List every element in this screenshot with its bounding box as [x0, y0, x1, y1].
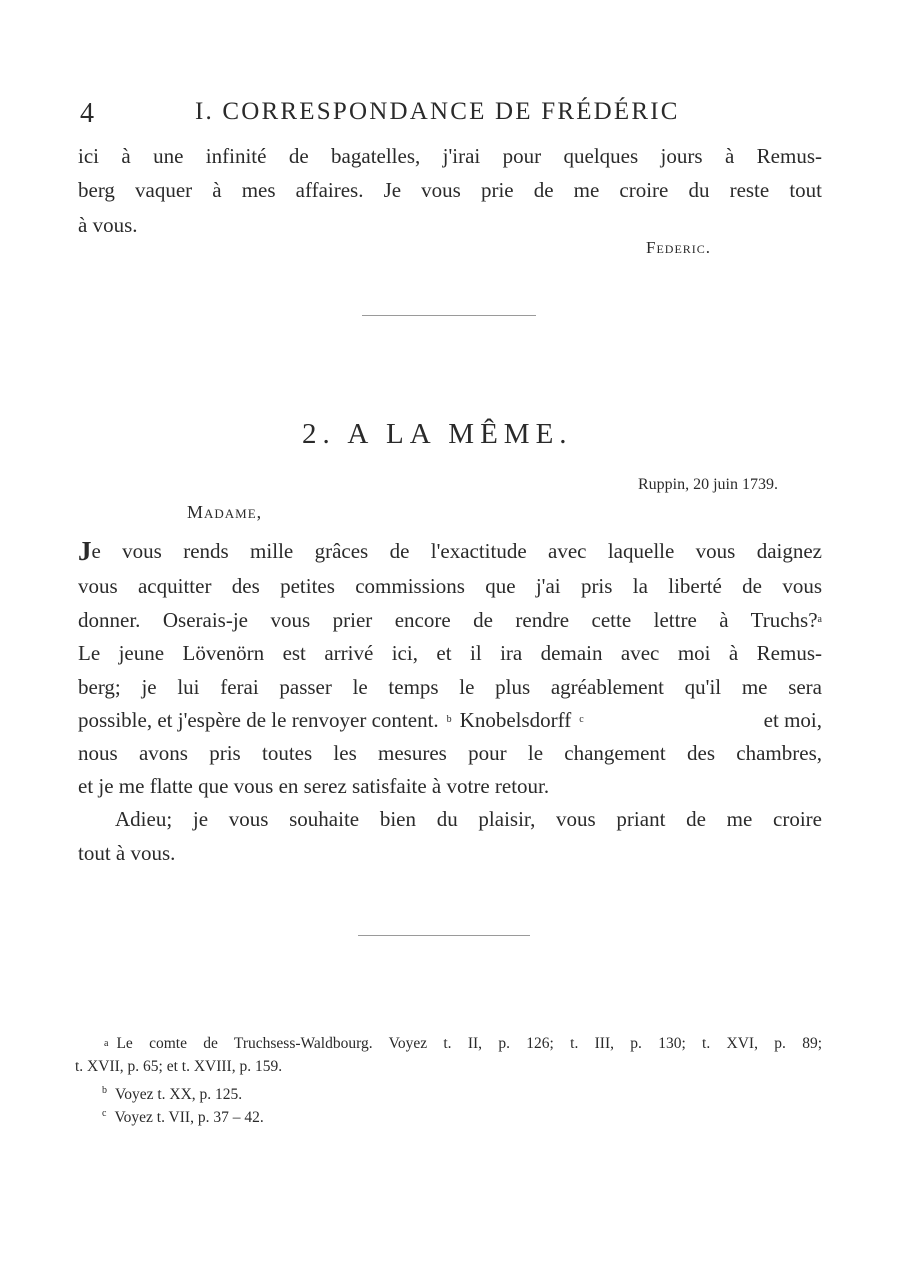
divider [362, 315, 536, 316]
divider [358, 935, 530, 936]
text-line: Adieu; je vous souhaite bien du plaisir, vous priant de me croire [115, 807, 822, 831]
text-line: et je me flatte que vous en serez satisfaite à votre retour. [78, 774, 550, 798]
text-line [78, 538, 822, 564]
footnote-text: Le comte de Truchsess-Waldbourg. Voyez t. II, p. 126; t. III, p. 130; t. XVI, p. 89; [116, 1035, 822, 1052]
text-line: berg vaquer à mes affaires. Je vous prie de me croire du reste tout [78, 178, 822, 202]
text-line: nous avons pris toutes les mesures pour le changement des chambres, [78, 741, 822, 765]
signature: Federic. [646, 238, 712, 257]
line-text: e vous rends mille grâces de l'exactitude avec laquelle vous daignez [91, 539, 822, 563]
footnote-text: Voyez t. VII, p. 37 – 42. [114, 1109, 264, 1126]
footnote-continuation: t. XVII, p. 65; et t. XVIII, p. 159. [75, 1058, 283, 1075]
letter-title: 2. A LA MÊME. [302, 418, 573, 450]
text-line [78, 707, 822, 733]
page-number: 4 [80, 98, 94, 129]
text-line: Le jeune Lövenörn est arrivé ici, et il ira demain avec moi à Remus- [78, 641, 822, 665]
footnote [104, 1034, 822, 1054]
footnote-text: Voyez t. XX, p. 125. [115, 1086, 243, 1103]
line-text: possible, et j'espère de le renvoyer content. [78, 708, 439, 732]
note-mark-b: b [446, 714, 452, 725]
footnote-mark: b [102, 1085, 107, 1096]
text-line: ici à une infinité de bagatelles, j'irai pour quelques jours à Remus- [78, 144, 822, 168]
line-text: Knobelsdorff [459, 708, 572, 732]
text-line: vous acquitter des petites commissions que j'ai pris la liberté de vous [78, 574, 822, 598]
text-line: berg; je lui ferai passer le temps le plus agréablement qu'il me sera [78, 675, 822, 699]
text-line [78, 607, 822, 633]
running-title: I. CORRESPONDANCE DE FRÉDÉRIC [195, 98, 680, 125]
footnote-mark: a [104, 1038, 109, 1049]
footnote-mark: c [102, 1108, 107, 1119]
footnote [102, 1081, 242, 1105]
line-text: donner. Oserais-je vous prier encore de rendre cette lettre à Truchs? [78, 608, 818, 632]
text-line: tout à vous. [78, 841, 176, 865]
line-text: et moi, [763, 708, 822, 732]
drop-initial: J [78, 536, 92, 566]
place-date: Ruppin, 20 juin 1739. [637, 476, 778, 493]
note-mark-c: c [579, 714, 584, 725]
note-mark-a: a [817, 614, 822, 625]
text-line: à vous. [78, 213, 138, 237]
salutation: Madame, [187, 502, 263, 522]
footnote [102, 1104, 264, 1128]
